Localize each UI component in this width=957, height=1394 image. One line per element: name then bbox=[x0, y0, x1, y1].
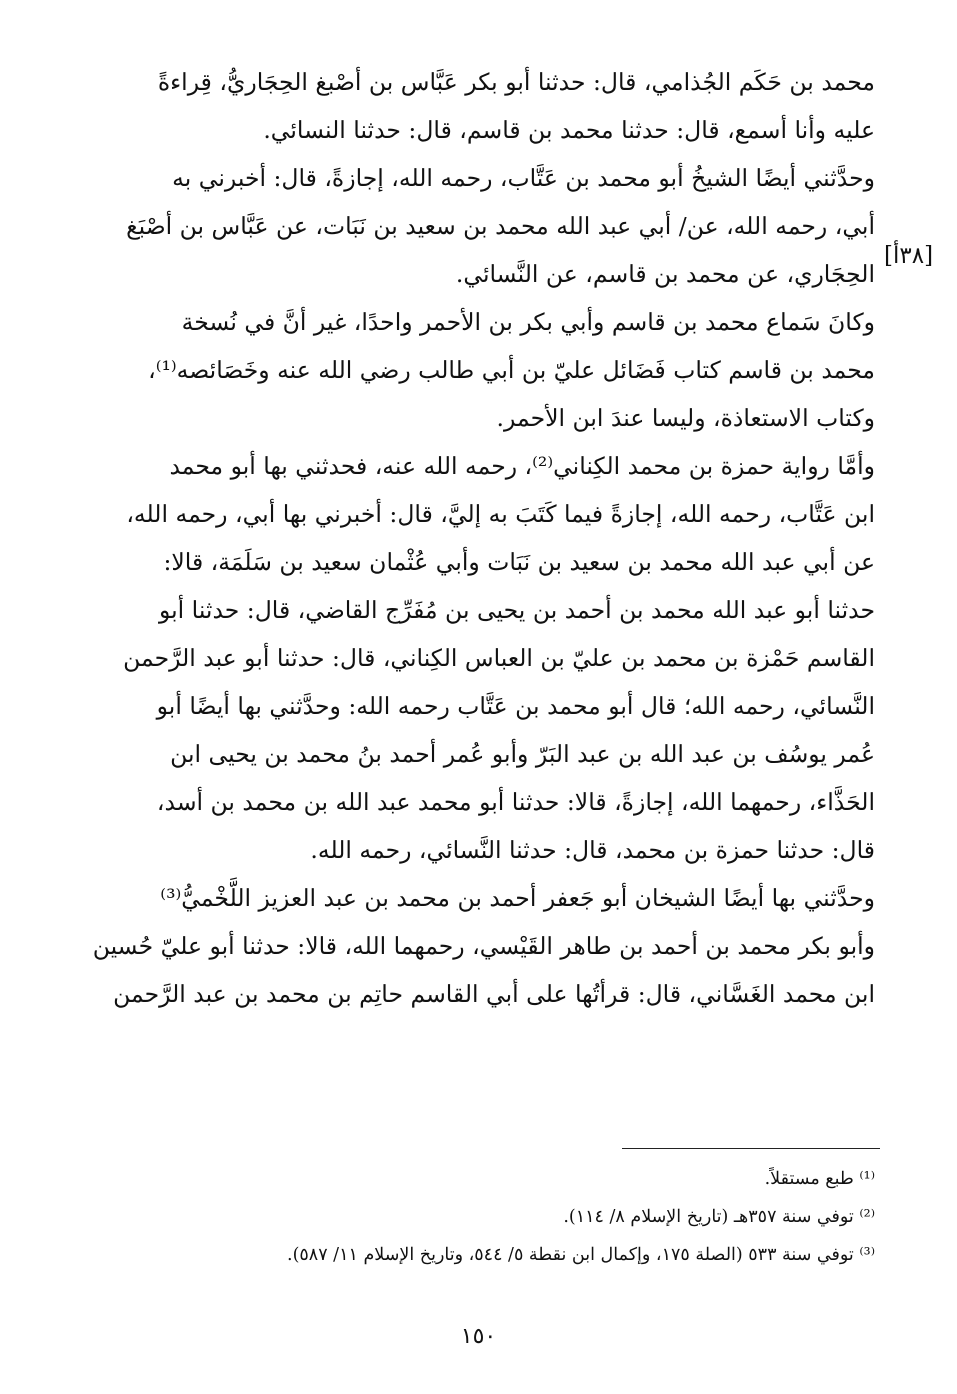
footnote: ⁽²⁾ توفي سنة ٣٥٧هـ (تاريخ الإسلام ٨/ ١١٤). bbox=[563, 1207, 875, 1227]
text-line: قال: حدثنا حمزة بن محمد، قال: حدثنا النَّسائي، رحمه الله. bbox=[310, 836, 875, 864]
manuscript-folio-reference: [٣٨أ] bbox=[884, 243, 934, 269]
text-line: أبي، رحمه الله، عن/ أبي عبد الله محمد بن سعيد بن نَبَات، عن عَبَّاس بن أصْبَغ bbox=[126, 212, 875, 240]
text-line: ابن محمد الغَسَّاني، قال: قرأتُها على أبي القاسم حاتِم بن محمد بن عبد الرَّحمن bbox=[113, 980, 875, 1008]
text-line: وكتاب الاستعاذة، وليسا عندَ ابن الأحمر. bbox=[496, 404, 875, 432]
text-line: وحدَّثني بها أيضًا الشيخان أبو جَعفر أحمد بن محمد بن عبد العزيز اللَّخْميُّ⁽³⁾ bbox=[160, 884, 875, 912]
text-line: وأمَّا رواية حمزة بن محمد الكِناني⁽²⁾، رحمه الله عنه، فحدثني بها أبو محمد bbox=[169, 452, 875, 480]
text-line: عُمر يوسُف بن عبد الله بن عبد البَرّ وأبو عُمر أحمد بنُ محمد بن يحيى ابن bbox=[170, 740, 875, 768]
text-line: الحِجَاري، عن محمد بن قاسم، عن النَّسائي. bbox=[455, 260, 875, 288]
main-text bbox=[92, 58, 875, 1018]
page-number: ١٥٠ bbox=[460, 1324, 497, 1349]
footnote: ⁽¹⁾ طبع مستقلاً. bbox=[764, 1169, 875, 1189]
footnote: ⁽³⁾ توفي سنة ٥٣٣ (الصلة ١٧٥، وإكمال ابن نقطة ٥/ ٥٤٤، وتاريخ الإسلام ١١/ ٥٨٧). bbox=[287, 1245, 875, 1265]
text-line: الحَذَّاء، رحمهما الله، إجازةً، قالا: حدثنا أبو محمد عبد الله بن محمد بن أسد، bbox=[156, 788, 875, 816]
text-line: النَّسائي، رحمه الله؛ قال أبو محمد بن عَتَّاب رحمه الله: وحدَّثني بها أيضًا أبو bbox=[156, 692, 875, 720]
text-line: ابن عَتَّاب، رحمه الله، إجازةً فيما كَتَبَ به إليَّ، قال: أخبرني بها أبي، رحمه الله، bbox=[126, 500, 875, 528]
footnote-separator bbox=[622, 1148, 880, 1149]
text-line: محمد بن قاسم كتاب فَضَائل عليّ بن أبي طالب رضي الله عنه وخَصَائصه⁽¹⁾، bbox=[148, 356, 875, 384]
text-line: حدثنا أبو عبد الله محمد بن أحمد بن يحيى بن مُفَرِّج القاضي، قال: حدثنا أبو bbox=[158, 596, 875, 624]
text-line: وكانَ سَماع محمد بن قاسم وأبي بكر بن الأحمر واحدًا، غير أنَّ في نُسخة bbox=[181, 308, 875, 336]
text-line: القاسم حَمْزة بن محمد بن عليّ بن العباس الكِناني، قال: حدثنا أبو عبد الرَّحمن bbox=[123, 644, 875, 672]
text-line: عليه وأنا أسمع، قال: حدثنا محمد بن قاسم، قال: حدثنا النسائي. bbox=[263, 116, 875, 144]
text-line: محمد بن حَكَم الجُذامي، قال: حدثنا أبو بكر عَبَّاس بن أصْبغ الحِجَاريُّ، قِراءةً bbox=[157, 68, 875, 96]
text-line: وأبو بكر محمد بن أحمد بن طاهر القَيْسي، رحمهما الله، قالا: حدثنا أبو عليّ حُسين bbox=[92, 932, 875, 960]
footnotes bbox=[140, 1160, 875, 1274]
text-line: وحدَّثني أيضًا الشيخُ أبو محمد بن عَتَّاب، رحمه الله، إجازةً، قال: أخبرني به bbox=[172, 164, 875, 192]
text-line: عن أبي عبد الله محمد بن سعيد بن نَبَات وأبي عُثْمان سعيد بن سَلَمَة، قالا: bbox=[163, 548, 875, 576]
